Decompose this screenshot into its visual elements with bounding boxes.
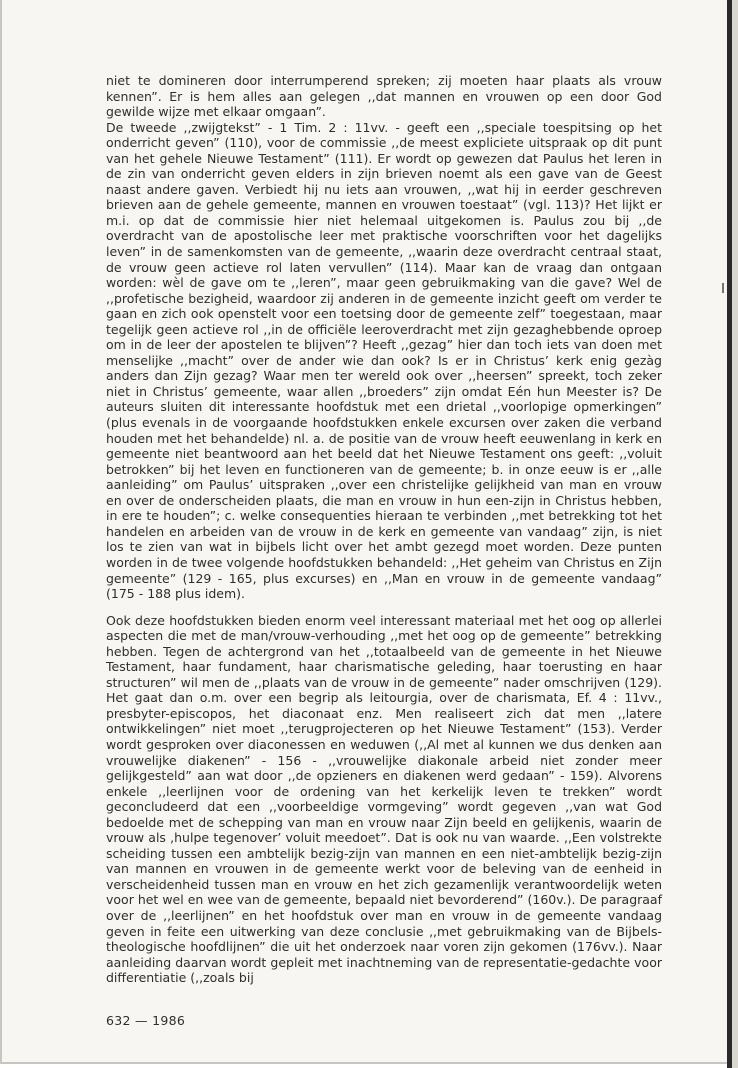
scan-mark: [722, 283, 724, 293]
paragraph-zwijgtekst: De tweede ,,zwijgtekst” - 1 Tim. 2 : 11vv. - geeft een ,,speciale toespitsing op het onderricht geven” (110), voor de commissie ,,de meest expliciete uitspraak op dit punt van het gehele Nieuwe Testament” (111). Er wordt op gewezen dat Paulus het leren in de zin van onderricht geven elders in zijn brieven noemt als een gave van de Geest naast andere gaven. Verbiedt hij nu iets aan vrouwen, ,,wat hij in eerder geschreven brieven aan de gehele gemeente, mannen en vrouwen toestaat” (vgl. 113)? Het lijkt er m.i. op dat de commissie hier niet helemaal uitgekomen is. Paulus zou bij ,,de overdracht van de apostolische leer met praktische voorschriften voor het dagelijks leven” in de samenkomsten van de gemeente, ,,waarin deze overdracht centraal staat, de vrouw geen actieve rol laten vervullen” (114). Maar kan de vraag dan ontgaan worden: wèl de gave om te ,,leren”, maar geen gebruikmaking van die gave? Wel de ,,profetische bezigheid, waardoor zij anderen in de gemeente inzicht geeft om verder te gaan en zich ook openstelt voor een toetsing door de gemeente zelf” toegestaan, maar tegelijk geen actieve rol ,,in de officiële leeroverdracht met zijn gezaghebbende oproep om in de leer der apostelen te blijven”? Heeft ,,gezag” hier dan toch iets van doen met menselijke ,,macht” over de ander wie dan ook? Is er in Christus’ kerk enig gezàg anders dan Zijn gezag? Waar men ter wereld ook over ,,heersen” spreekt, toch zeker niet in Christus’ gemeente, waar allen ,,broeders” zijn omdat Eén hun Meester is? De auteurs sluiten dit interessante hoofdstuk met een drietal ,,voorlopige opmerkingen” (plus evenals in de voorgaande hoofdstukken enkele excursen over zaken die verband houden met het behandelde) nl. a. de positie van de vrouw heeft eeuwenlang in kerk en gemeente niet beantwoord aan het beeld dat het Nieuwe Testament ons geeft: ,,voluit betrokken” bij het leven en functioneren van de gemeente; b. in onze eeuw is er ,,alle aanleiding” om Paulus’ uitspraken ,,over een christelijke gelijkheid van man en vrouw en over de onderscheiden plaats, die man en vrouw in hun een-zijn in Christus hebben, in ere te houden”; c. welke consequenties hieraan te verbinden ,,met betrekking tot het handelen en arbeiden van de vrouw in de kerk en gemeente van vandaag” zijn, is niet los te zien van wat in bijbels licht over het ambt gezegd moet worden. Deze punten worden in de twee volgende hoofdstukken behandeld: ,,Het geheim van Christus en Zijn gemeente” (129 - 165, plus excurses) en ,,Man en vrouw in de gemeente vandaag” (175 - 188 plus idem).: [106, 119, 662, 602]
page-edge-margin: [732, 0, 738, 1068]
paragraph-hoofdstukken: Ook deze hoofdstukken bieden enorm veel interessant materiaal met het oog op allerlei aspecten die met de man/vrouw-verhouding ,,met het oog op de gemeente” betrekking hebben. Tegen de achtergrond van het ,,totaalbeeld van de gemeente in het Nieuwe Testament, haar fundament, haar charismatische geleding, haar toerusting en haar structuren” wil men de ,,plaats van de vrouw in de gemeente” nader omschrijven (129). Het gaat dan o.m. over een begrip als leitourgia, over de charismata, Ef. 4 : 11vv., presbyter-episcopos, het diaconaat enz. Men realiseert zich dat men ,,latere ontwikkelingen” niet moet ,,terugprojecteren op het Nieuwe Testament” (153). Verder wordt gesproken over diaconessen en weduwen (,,Al met al kunnen we dus denken aan vrouwelijke diakenen” - 156 - ,,vrouwelijke diakonale arbeid niet zonder meer gelijkgesteld” aan wat door ,,de opzieners en diakenen werd gedaan” - 159). Alvorens enkele ,,leerlijnen voor de ordening van het kerkelijk leven te trekken” wordt geconcludeerd dat een ,,voorbeeldige vormgeving” wordt gegeven ,,van wat God bedoelde met de schepping van man en vrouw naar Zijn beeld en gelijkenis, waarin de vrouw als ,hulpe tegenover’ voluit meedoet”. Dat is ook nu van waarde. ,,Een volstrekte scheiding tussen een ambtelijk bezig-zijn van mannen en een niet-ambtelijk bezig-zijn van mannen en vrouwen in de gemeente werkt voor de beleving van de eenheid in verscheidenheid tussen man en vrouw en het zich gezamenlijk verantwoordelijk weten voor het wel en wee van de gemeente, bepaald niet bevorderend” (160v.). De paragraaf over de ,,leerlijnen” en het hoofdstuk over man en vrouw in de gemeente vandaag geven in feite een uitwerking van deze conclusie ,,met gebruikmaking van de Bijbels-theologische hoofdlijnen” die uit het onderzoek naar voren zijn gekomen (176vv.). Naar aanleiding daarvan wordt gepleit met inachtneming van de representatie-gedachte voor differentiatie (,,zoals bij: [106, 612, 662, 986]
page-footer: 632 — 1986: [106, 1013, 186, 1028]
paragraph-continuation: niet te domineren door interrumperend spreken; zij moeten haar plaats als vrouw kennen”. Er is hem alles aan gelegen ,,dat mannen en vrouwen op een door God gewilde wijze met elkaar omgaan”.: [106, 73, 662, 120]
article-body: [106, 73, 662, 986]
